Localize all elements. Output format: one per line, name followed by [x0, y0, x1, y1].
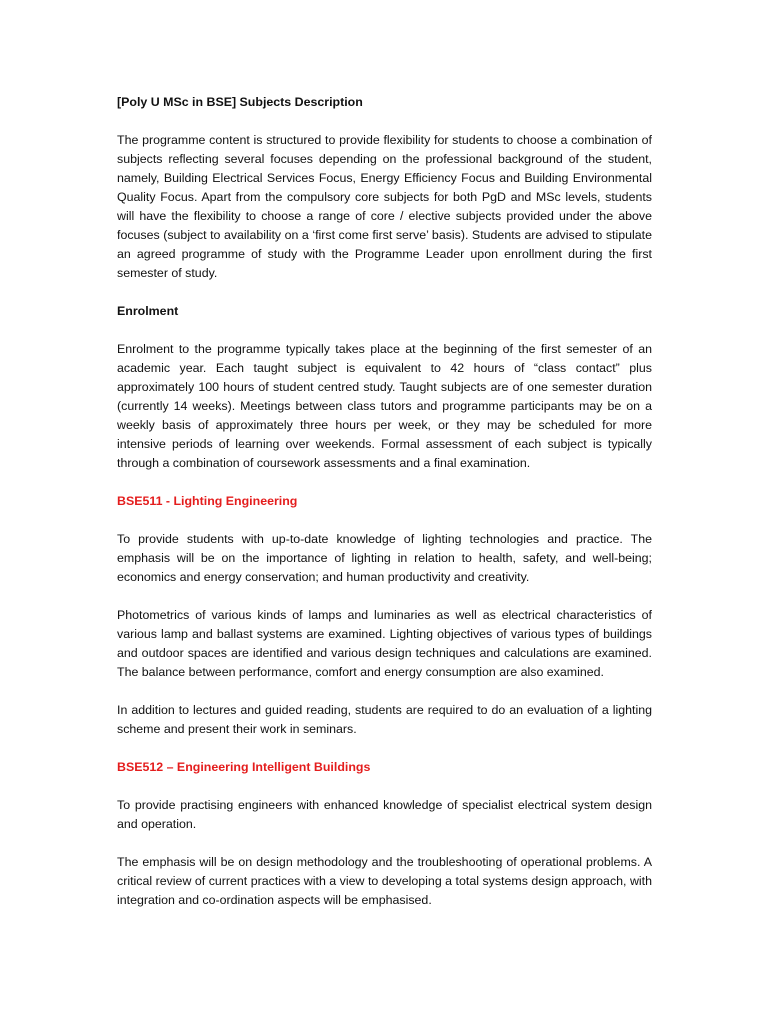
- document-page: [117, 93, 652, 910]
- bse512-paragraph-2: The emphasis will be on design methodology and the troubleshooting of operational problems. A critical review of current practices with a view to developing a total systems design approach, with integration and co-ordination aspects will be emphasised.: [117, 855, 652, 907]
- subject-heading-bse511: BSE511 - Lighting Engineering: [117, 494, 298, 508]
- bse511-paragraph-1: To provide students with up-to-date knowledge of lighting technologies and practice. The emphasis will be on the importance of lighting in relation to health, safety, and well-being; economics and energy conservation; and human productivity and creativity.: [117, 532, 652, 584]
- bse512-paragraph-1: To provide practising engineers with enhanced knowledge of specialist electrical system design and operation.: [117, 798, 652, 831]
- enrolment-heading: Enrolment: [117, 304, 179, 318]
- bse511-paragraph-2: Photometrics of various kinds of lamps and luminaries as well as electrical characteristics of various lamp and ballast systems are examined. Lighting objectives of various types of buildings and outdoor spaces are identified and various design techniques and calculations are examined. The balance between performance, comfort and energy consumption are also examined.: [117, 608, 652, 679]
- enrolment-paragraph: Enrolment to the programme typically takes place at the beginning of the first semester of an academic year. Each taught subject is equivalent to 42 hours of “class contact” plus approximately 100 hours of student centred study. Taught subjects are of one semester duration (currently 14 weeks). Meetings between class tutors and programme participants may be on a weekly basis of approximately three hours per week, or they may be scheduled for more intensive periods of learning over weekends. Formal assessment of each subject is typically through a combination of coursework assessments and a final examination.: [117, 342, 652, 470]
- document-title: [Poly U MSc in BSE] Subjects Description: [117, 95, 363, 109]
- subject-heading-bse512: BSE512 – Engineering Intelligent Buildings: [117, 760, 371, 774]
- intro-paragraph: The programme content is structured to provide flexibility for students to choose a combination of subjects reflecting several focuses depending on the professional background of the student, namely, Building Electrical Services Focus, Energy Efficiency Focus and Building Environmental Quality Focus. Apart from the compulsory core subjects for both PgD and MSc levels, students will have the flexibility to choose a range of core / elective subjects provided under the above focuses (subject to availability on a ‘first come first serve’ basis). Students are advised to stipulate an agreed programme of study with the Programme Leader upon enrollment during the first semester of study.: [117, 133, 652, 280]
- bse511-paragraph-3: In addition to lectures and guided reading, students are required to do an evaluation of a lighting scheme and present their work in seminars.: [117, 703, 652, 736]
